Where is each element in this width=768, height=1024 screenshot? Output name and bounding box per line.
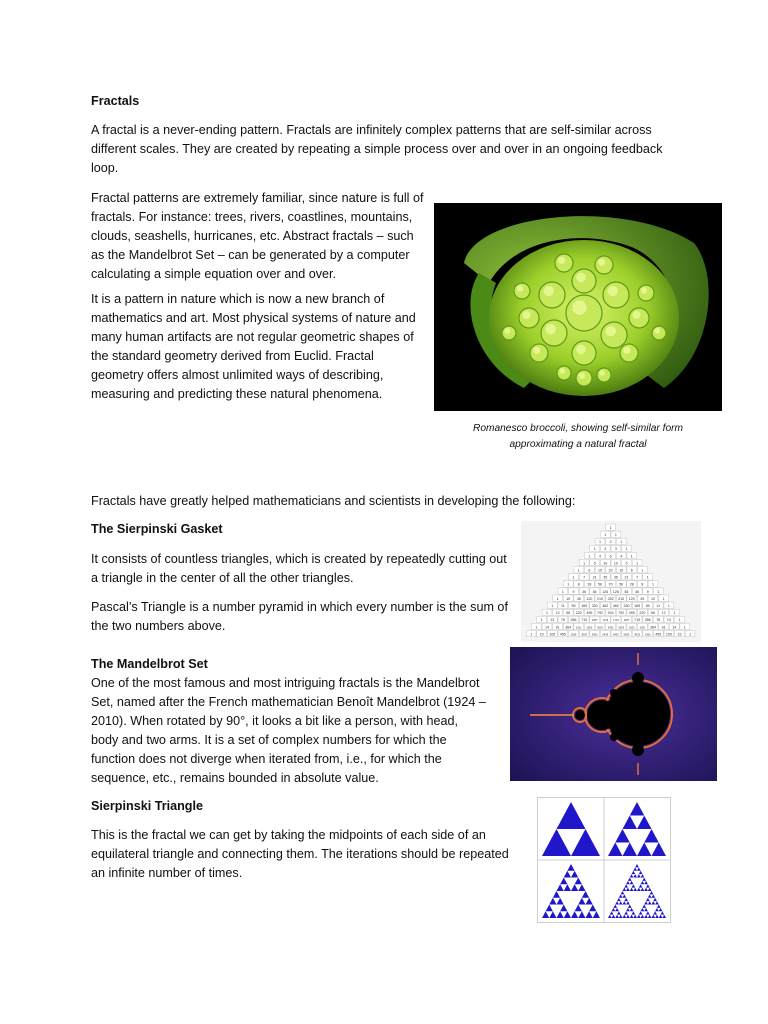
pascal-number: 495: [628, 611, 635, 616]
sierpinski-triangle-image: [537, 797, 671, 923]
sierpinski-triangle-shape: [637, 867, 641, 870]
pascal-number: 126: [612, 589, 619, 594]
sierpinski-triangle-shape: [560, 905, 567, 912]
pascal-number: 5: [625, 561, 628, 566]
sierpinski-triangle-shape: [637, 915, 641, 918]
pascal-number: 55: [645, 604, 650, 608]
pascal-number: 4: [599, 554, 601, 559]
sierpinski-triangle-shape: [567, 864, 574, 871]
sierpinski-triangle-shape: [639, 884, 643, 887]
pascal-number: 1: [530, 632, 533, 637]
sierpinski-triangle-shape: [652, 894, 656, 897]
sierpinski-triangle-shape: [624, 898, 628, 901]
pascal-number: 1: [678, 618, 681, 623]
pascal-paragraph: Pascal’s Triangle is a number pyramid in which every number is the sum of the two numbers above.: [91, 600, 508, 633]
sierpinski-triangle-shape: [646, 884, 650, 887]
sierpinski-triangle-shape: [571, 884, 578, 891]
pascal-number: 165: [634, 604, 641, 608]
pascal-number: 495: [586, 611, 593, 616]
pascal-number: 10: [603, 561, 608, 566]
sierpinski-triangle-shape: [632, 911, 636, 914]
pascal-number: 6: [630, 568, 633, 573]
sierpinski-triangle-shape: [630, 888, 634, 891]
pascal-number: 924: [607, 611, 614, 616]
pascal-number: 70: [608, 582, 613, 587]
pascal-number: 78: [560, 618, 565, 623]
sierpinski-triangle-shape: [619, 894, 623, 897]
sierpinski-triangle-shape: [644, 908, 648, 911]
intro-paragraph: A fractal is a never-ending pattern. Fractals are infinitely complex patterns that are self-similar across different scales. They are created by repeating a simple process over and over in an ongoing feedback loop.: [91, 123, 663, 175]
pascal-number: 11: [656, 604, 661, 608]
pascal-number: 12: [555, 611, 560, 616]
pascal-number: 21: [592, 575, 597, 580]
pascal-number: 20: [608, 568, 613, 573]
pascal-number: 3003: [618, 626, 625, 630]
pascal-number: 45: [576, 596, 581, 601]
pascal-number: 1716: [613, 619, 619, 623]
pascal-number: 91: [661, 625, 666, 630]
pascal-number: 2002: [586, 626, 593, 630]
sierpinski-triangle-shape: [630, 915, 634, 918]
sierpinski-triangle-shape: [586, 911, 593, 918]
pascal-number: 252: [607, 596, 614, 601]
pascal-number: 3: [604, 547, 607, 552]
pascal-number: 1: [540, 618, 543, 623]
pascal-number: 1: [673, 611, 676, 616]
pascal-number: 1: [604, 533, 607, 537]
sierpinski-triangle-shape: [657, 905, 661, 908]
sierpinski-triangle-shape: [633, 888, 637, 891]
helped-paragraph: Fractals have greatly helped mathematicians and scientists in developing the following:: [91, 494, 576, 508]
pascal-number: 1001: [639, 626, 646, 630]
pascal-number: 1: [625, 547, 628, 552]
pascal-number: 105: [665, 632, 672, 637]
sierpinski-triangle-shape: [542, 829, 571, 856]
sierpinski-triangle-shape: [615, 829, 630, 843]
sierpinski-triangle-shape: [648, 901, 652, 904]
sierpinski-triangle-shape: [623, 894, 627, 897]
mandelbrot-set-image: [510, 647, 717, 781]
pascal-number: 455: [655, 632, 662, 637]
sierpinski-triangle-shape: [626, 908, 630, 911]
sierpinski-triangle-shape: [582, 891, 589, 898]
pascal-number: 1: [689, 632, 692, 637]
sierpinski-triangle-shape: [564, 911, 571, 918]
sierpinski-triangle-shape: [546, 905, 553, 912]
sierpinski-triangle-shape: [619, 901, 623, 904]
sierpinski-triangle-shape: [644, 888, 648, 891]
pascal-number: 1001: [575, 626, 582, 630]
sierpinski-gasket-heading: The Sierpinski Gasket: [91, 522, 223, 536]
pascal-number: 126: [602, 589, 609, 594]
pascal-number: 1: [662, 596, 665, 601]
sierpinski-triangle-shape: [630, 881, 634, 884]
sierpinski-triangle-shape: [637, 874, 641, 877]
pascal-number: 1: [583, 561, 586, 566]
pascal-number: 1: [667, 604, 670, 608]
sierpinski-triangle-shape: [628, 878, 632, 881]
pascal-number: 9: [572, 589, 575, 594]
pascal-number: 84: [624, 589, 629, 594]
familiar-paragraph: Fractal patterns are extremely familiar, since nature is full of fractals. For instance: trees, rivers, coastlines, mountains, clouds, seashells, hurricanes, etc. Abstract fractals – such as the Mandelbrot Set – can be generated by a computer calculating a simple equation over and over.: [91, 191, 424, 281]
pascal-number: 8: [641, 582, 644, 587]
sierpinski-triangle-shape: [633, 874, 637, 877]
pascal-number: 10: [651, 596, 655, 601]
sierpinski-triangle-shape: [578, 884, 585, 891]
sierpinski-triangle-shape: [610, 911, 614, 914]
sierpinski-triangle-shape: [632, 871, 636, 874]
pascal-number: 9: [646, 589, 649, 594]
broccoli-caption: [440, 421, 716, 453]
pascal-number: 1: [599, 540, 601, 545]
pascal-number: 715: [581, 618, 588, 623]
sierpinski-triangle-body: This is the fractal we can get by taking the midpoints of each side of an equilateral triangle and connecting them. The iterations should be repeated an infinite number of times.: [91, 828, 509, 880]
pascal-number: 1: [556, 596, 559, 601]
pascal-number: 91: [555, 625, 560, 630]
sierpinski-triangle-shape: [637, 843, 652, 857]
pascal-number: 462: [602, 604, 609, 608]
sierpinski-triangle-shape: [586, 898, 593, 905]
pascal-number: 1: [652, 582, 654, 587]
sierpinski-triangle-shape: [655, 908, 659, 911]
sierpinski-triangle-shape: [628, 905, 632, 908]
pascal-number: 792: [597, 611, 603, 616]
sierpinski-triangle-shape: [630, 802, 645, 816]
sierpinski-triangle-shape: [635, 864, 639, 867]
pascal-number: 1: [614, 533, 617, 537]
pascal-number: 84: [592, 589, 597, 594]
sierpinski-triangle-shape: [639, 911, 643, 914]
pascal-number: 35: [603, 575, 608, 580]
sierpinski-triangle-shape: [661, 911, 665, 914]
sierpinski-triangle-shape: [653, 911, 657, 914]
pascal-number: 220: [639, 611, 646, 616]
sierpinski-triangle-shape: [637, 816, 652, 830]
pascal-triangle-image: [521, 521, 701, 642]
pascal-number: 28: [587, 582, 592, 587]
sierpinski-triangle-shape: [644, 881, 648, 884]
sierpinski-triangle-shape: [646, 898, 650, 901]
pascal-number: 330: [591, 604, 598, 608]
pascal-number: 66: [651, 611, 655, 616]
pascal-number: 330: [623, 604, 630, 608]
sierpinski-triangle-shape: [571, 829, 600, 856]
pascal-number: 1: [572, 575, 575, 580]
pascal-number: 7: [636, 575, 639, 580]
sierpinski-triangle-shape: [641, 915, 645, 918]
sierpinski-triangle-shape: [615, 908, 619, 911]
sierpinski-triangle-shape: [648, 915, 652, 918]
pascal-number: 6: [588, 568, 591, 573]
sierpinski-triangle-shape: [626, 901, 630, 904]
pascal-number: 210: [618, 596, 625, 601]
sierpinski-triangle-shape: [646, 911, 650, 914]
pascal-number: 1: [683, 625, 686, 630]
sierpinski-triangle-shape: [623, 915, 627, 918]
sierpinski-triangle-shape: [553, 891, 560, 898]
pascal-number: 10: [613, 561, 618, 566]
caption-line: Romanesco broccoli, showing self-similar form: [472, 423, 684, 434]
sierpinski-gasket-body: It consists of countless triangles, which is created by repeatedly cutting out a triangle in the center of all the other triangles.: [91, 552, 507, 585]
sierpinski-triangle-shape: [626, 881, 630, 884]
pascal-number: 15: [539, 632, 544, 637]
sierpinski-triangle-shape: [632, 884, 636, 887]
sierpinski-triangle-shape: [642, 905, 646, 908]
sierpinski-triangle-shape: [623, 843, 638, 857]
pascal-number: 2002: [628, 626, 635, 630]
pascal-number: 1: [577, 568, 580, 573]
pascal-number: 792: [618, 611, 625, 616]
pascal-number: 14: [672, 625, 677, 630]
pascal-number: 1365: [570, 633, 577, 637]
sierpinski-triangle-shape: [621, 891, 625, 894]
pascal-number: 364: [650, 625, 656, 630]
sierpinski-triangle-shape: [615, 915, 619, 918]
pascal-number: 15: [677, 632, 682, 637]
pascal-number: 455: [559, 632, 566, 637]
sierpinski-triangle-shape: [613, 905, 617, 908]
sierpinski-triangle-shape: [608, 843, 623, 857]
sierpinski-triangle-shape: [623, 901, 627, 904]
pascal-number: 105: [549, 632, 556, 637]
mandelbrot-heading: The Mandelbrot Set: [91, 657, 208, 671]
sierpinski-triangle-shape: [642, 878, 646, 881]
pascal-number: 364: [565, 625, 572, 630]
pascal-number: 286: [644, 618, 651, 623]
sierpinski-triangle-shape: [633, 867, 637, 870]
pascal-number: 14: [545, 625, 549, 630]
pascal-number: 56: [619, 582, 624, 587]
pascal-number: 8: [577, 582, 580, 587]
pascal-number: 1: [620, 540, 623, 545]
sierpinski-triangle-shape: [608, 915, 612, 918]
pascal-number: 3432: [607, 626, 614, 630]
pascal-number: 165: [581, 604, 588, 608]
sierpinski-triangle-shape: [557, 898, 564, 905]
pascal-number: 1716: [602, 619, 609, 623]
pascal-number: 715: [634, 618, 641, 623]
pascal-number: 120: [628, 596, 635, 601]
pascal-number: 15: [598, 568, 602, 573]
sierpinski-triangle-shape: [612, 915, 616, 918]
sierpinski-triangle-shape: [641, 881, 645, 884]
pascal-number: 2: [609, 540, 612, 545]
pascal-number: 462: [612, 604, 619, 608]
sierpinski-triangle-shape: [655, 915, 659, 918]
sierpinski-triangle-shape: [623, 816, 638, 830]
nature-paragraph: It is a pattern in nature which is now a new branch of mathematics and art. Most physical systems of nature and many human artifacts are not regular geometric shapes of the standard geometry derived from Euclid. Fractal geometry offers almost unlimited ways of describing, measuring and predicting these natural phenomena.: [91, 292, 416, 401]
sierpinski-triangle-shape: [578, 911, 585, 918]
sierpinski-triangle-shape: [630, 908, 634, 911]
sierpinski-triangle-shape: [639, 871, 643, 874]
pascal-number: 21: [624, 575, 629, 580]
pascal-number: 6435: [613, 633, 619, 637]
sierpinski-triangle-shape: [650, 891, 654, 894]
sierpinski-triangle-shape: [648, 894, 652, 897]
pascal-number: 5: [593, 561, 596, 566]
pascal-number: 11: [561, 604, 565, 608]
sierpinski-triangle-shape: [633, 915, 637, 918]
pascal-number: 1365: [644, 633, 651, 637]
sierpinski-triangle-shape: [652, 915, 656, 918]
pascal-number: 1: [588, 554, 591, 559]
pascal-number: 220: [575, 611, 582, 616]
sierpinski-triangle-shape: [615, 901, 619, 904]
sierpinski-triangle-shape: [619, 915, 623, 918]
sierpinski-triangle-shape: [630, 874, 634, 877]
pascal-number: 1: [593, 547, 596, 552]
sierpinski-triangle-shape: [626, 888, 630, 891]
sierpinski-triangle-shape: [593, 911, 600, 918]
sierpinski-triangle-shape: [571, 911, 578, 918]
pascal-number: 56: [598, 582, 602, 587]
sierpinski-triangle-shape: [655, 901, 659, 904]
sierpinski-triangle-shape: [624, 911, 628, 914]
pascal-number: 3003: [581, 633, 587, 637]
pascal-number: 28: [629, 582, 634, 587]
sierpinski-triangle-shape: [575, 878, 582, 885]
sierpinski-triangle-shape: [589, 905, 596, 912]
sierpinski-triangle-shape: [571, 871, 578, 878]
pascal-number: 1: [641, 568, 644, 573]
sierpinski-triangle-shape: [575, 905, 582, 912]
sierpinski-triangle-shape: [644, 901, 648, 904]
caption-line: approximating a natural fractal: [509, 439, 647, 450]
pascal-number: 3: [614, 547, 617, 552]
sierpinski-triangle-shape: [659, 915, 663, 918]
sierpinski-triangle-shape: [644, 829, 659, 843]
sierpinski-triangle-shape: [637, 888, 641, 891]
sierpinski-triangle-shape: [662, 915, 666, 918]
pascal-number: 1: [657, 589, 660, 594]
pascal-number: 1: [551, 604, 554, 608]
pascal-number: 1: [561, 589, 564, 594]
pascal-number: 1: [646, 575, 649, 580]
pascal-number: 1: [630, 554, 633, 559]
pascal-number: 66: [566, 611, 571, 616]
page-title: Fractals: [91, 94, 140, 108]
sierpinski-triangle-shape: [641, 874, 645, 877]
romanesco-broccoli-image: [434, 203, 722, 411]
pascal-number: 3003: [634, 633, 640, 637]
pascal-number: 7: [583, 575, 586, 580]
pascal-number: 13: [550, 618, 555, 623]
pascal-number: 36: [582, 589, 587, 594]
sierpinski-triangle-shape: [652, 901, 656, 904]
pascal-number: 55: [571, 604, 576, 608]
pascal-number: 1: [636, 561, 639, 566]
sierpinski-triangle-shape: [617, 898, 621, 901]
sierpinski-triangle-shape: [626, 915, 630, 918]
sierpinski-triangle-shape: [659, 908, 663, 911]
pascal-number: 12: [661, 611, 666, 616]
pascal-number: 120: [586, 596, 593, 601]
sierpinski-triangle-shape: [564, 884, 571, 891]
sierpinski-triangle-shape: [652, 843, 667, 857]
sierpinski-triangle-heading: Sierpinski Triangle: [91, 799, 203, 813]
pascal-number: 1: [535, 625, 538, 630]
pascal-number: 6: [609, 554, 612, 559]
sierpinski-triangle-shape: [612, 908, 616, 911]
pascal-number: 1: [567, 582, 570, 587]
sierpinski-triangle-shape: [557, 911, 564, 918]
pascal-number: 1287: [623, 619, 630, 623]
pascal-number: 210: [597, 596, 603, 601]
pascal-number: 1: [546, 611, 548, 616]
sierpinski-triangle-shape: [641, 888, 645, 891]
sierpinski-triangle-shape: [578, 898, 585, 905]
pascal-number: 10: [566, 596, 571, 601]
sierpinski-triangle-shape: [653, 898, 657, 901]
sierpinski-triangle-shape: [549, 898, 556, 905]
sierpinski-triangle-shape: [557, 884, 564, 891]
pascal-number: 1287: [591, 619, 598, 623]
sierpinski-triangle-shape: [560, 878, 567, 885]
pascal-number: 3003: [597, 626, 603, 630]
pascal-number: 13: [666, 618, 671, 623]
sierpinski-triangle-shape: [564, 871, 571, 878]
sierpinski-triangle-shape: [644, 915, 648, 918]
sierpinski-triangle-shape: [557, 802, 586, 829]
sierpinski-triangle-shape: [624, 884, 628, 887]
pascal-number: 15: [619, 568, 624, 573]
pascal-number: 286: [570, 618, 577, 623]
pascal-number: 78: [656, 618, 661, 623]
pascal-number: 5005: [623, 633, 630, 637]
pascal-number: 5005: [591, 633, 598, 637]
sierpinski-triangle-shape: [617, 911, 621, 914]
pascal-number: 35: [613, 575, 618, 580]
pascal-number: 45: [640, 596, 645, 601]
sierpinski-triangle-shape: [542, 911, 549, 918]
pascal-number: 1: [609, 525, 612, 530]
sierpinski-triangle-shape: [549, 911, 556, 918]
pascal-number: 36: [635, 589, 640, 594]
sierpinski-triangle-shape: [641, 908, 645, 911]
sierpinski-triangle-shape: [623, 888, 627, 891]
mandelbrot-body: One of the most famous and most intriguing fractals is the Mandelbrot Set, named after the French mathematician Benoît Mandelbrot (1924 – 2010). When rotated by 90°, it looks a bit like a person, with head, body and two arms. It is a set of complex numbers for which the function does not diverge when iterated from, i.e., for which the sequence, etc., remains bounded in absolute value.: [91, 676, 486, 785]
sierpinski-triangle-shape: [648, 888, 652, 891]
pascal-number: 4: [620, 554, 623, 559]
pascal-number: 6435: [602, 633, 609, 637]
